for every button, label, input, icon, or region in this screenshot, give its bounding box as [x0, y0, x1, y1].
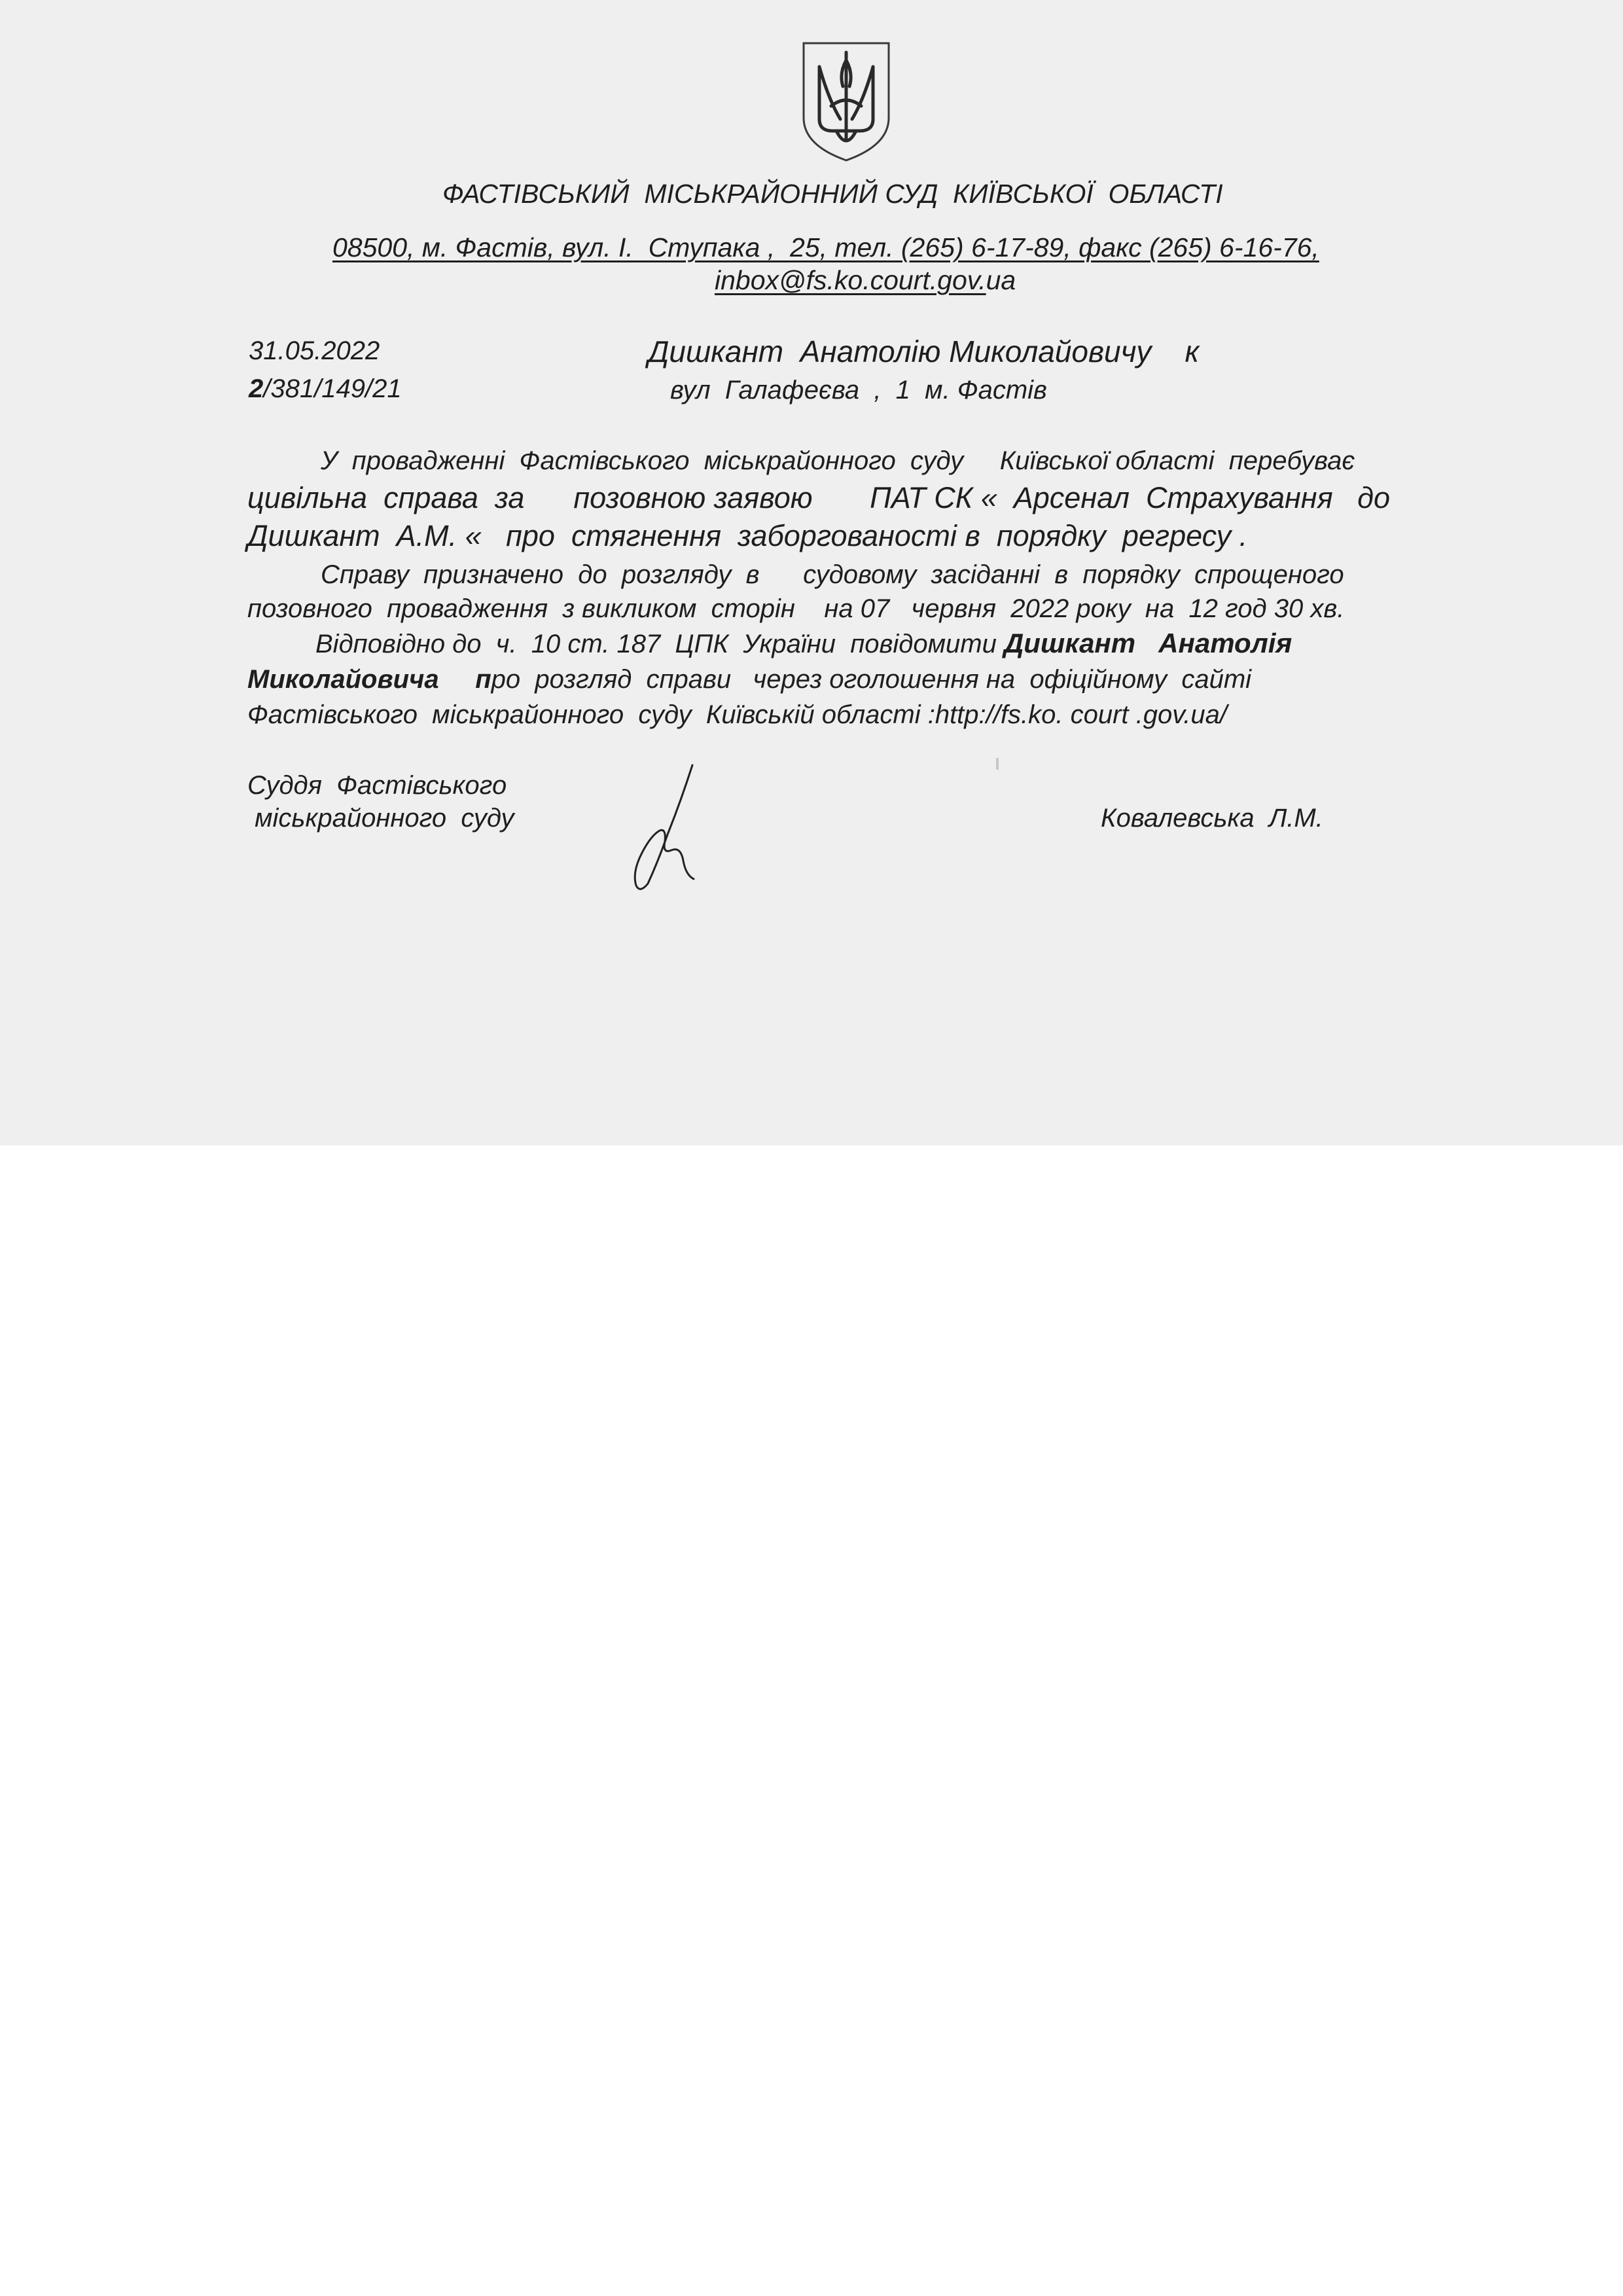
handwritten-signature	[628, 762, 700, 893]
body-text: ро розгляд справи через оголошення на офіційному сайті	[491, 665, 1252, 694]
signer-position: міськрайонного суду	[247, 804, 514, 833]
body-line: Дишкант А.М. « про стягнення заборгованості в порядку регресу .	[247, 519, 1248, 552]
court-email	[715, 267, 1016, 294]
trident-coat-of-arms-icon	[800, 41, 893, 163]
document-date: 31.05.2022	[249, 336, 380, 365]
body-line: Фастівського міськрайонного суду Київській області :http://fs.ko. court .gov.ua/	[247, 700, 1227, 729]
body-bold-letter: п	[475, 665, 491, 694]
recipient-name: Дишкант Анатолію Миколайовичу к	[648, 334, 1200, 368]
recipient-address: вул Галафеєва , 1 м. Фастів	[670, 376, 1047, 404]
body-line: цивільна справа за позовною заявою ПАТ СК « Арсенал Страхування до	[247, 481, 1391, 514]
case-number	[249, 376, 402, 402]
defendant-patronymic: Миколайовича	[247, 665, 439, 694]
case-number-rest: /381/149/21	[263, 374, 402, 403]
body-line: позовного провадження з викликом сторін на 07 червня 2022 року на 12 год 30 хв.	[247, 594, 1345, 623]
body-line	[315, 630, 1292, 657]
judge-name: Ковалевська Л.М.	[1101, 804, 1323, 833]
court-email-tail: ua	[986, 265, 1016, 295]
court-name: ФАСТІВСЬКИЙ МІСЬКРАЙОННИЙ СУД КИЇВСЬКОЇ ОБЛАСТІ	[442, 179, 1223, 209]
body-line: Справу призначено до розгляду в судовому засіданні в порядку спрощеного	[321, 560, 1344, 589]
case-number-prefix: 2	[249, 374, 264, 403]
body-line: У провадженні Фастівського міськрайонного суду Київської області перебуває	[321, 446, 1355, 475]
defendant-name: Дишкант Анатолія	[1003, 628, 1293, 658]
body-line	[247, 666, 1251, 692]
signer-position: Суддя Фастівського	[247, 771, 507, 800]
court-email-link[interactable]: inbox@fs.ko.court.gov.	[715, 265, 986, 295]
court-address: 08500, м. Фастів, вул. І. Ступака , 25, тел. (265) 6-17-89, факс (265) 6-16-76,	[332, 232, 1319, 262]
body-text: Відповідно до ч. 10 ст. 187 ЦПК України повідомити	[315, 630, 1004, 658]
scan-artifact	[996, 758, 999, 770]
